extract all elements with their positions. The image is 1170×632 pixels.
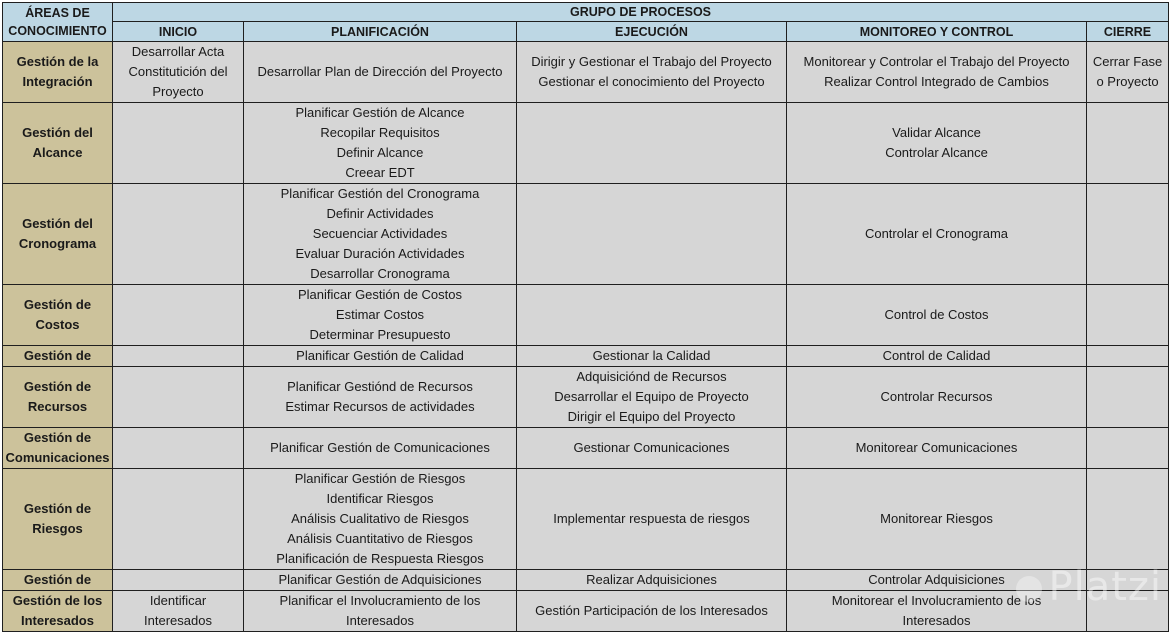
planificacion-cell: [244, 346, 517, 367]
process-item: Secuenciar Actividades: [312, 226, 448, 241]
area-cell: [3, 184, 113, 285]
inicio-cell: [113, 285, 244, 346]
process-item: Monitorear Riesgos: [880, 511, 993, 526]
process-item: Estimar Recursos de actividades: [285, 399, 475, 414]
process-item: Planificar Gestión de Adquisiciones: [278, 572, 482, 587]
area-cell: [3, 103, 113, 184]
table-row: [3, 346, 1169, 367]
process-item: Desarrollar Acta: [131, 44, 225, 59]
area-label: Recursos: [27, 399, 88, 414]
process-groups-table: [2, 2, 1169, 632]
ejecucion-cell: [517, 346, 787, 367]
area-label: Costos: [35, 317, 80, 332]
cierre-cell: [1087, 469, 1169, 570]
process-item: Gestionar la Calidad: [592, 348, 711, 363]
area-label: Gestión del: [22, 125, 93, 140]
column-header-ejecucion: EJECUCIÓN: [517, 22, 787, 42]
process-item: Planificación de Respuesta Riesgos: [276, 551, 484, 566]
areas-header: ÁREAS DE CONOCIMIENTO: [3, 3, 113, 42]
table-row: [3, 428, 1169, 469]
area-label: Gestión de: [23, 430, 92, 445]
area-label: Cronograma: [18, 236, 97, 251]
inicio-cell: [113, 367, 244, 428]
area-label: Gestión de la: [16, 54, 99, 69]
cierre-cell: [1087, 285, 1169, 346]
inicio-cell: [113, 428, 244, 469]
cierre-cell: [1087, 346, 1169, 367]
process-item: Planificar Gestión de Comunicaciones: [270, 440, 490, 455]
ejecucion-cell: [517, 42, 787, 103]
process-item: Planificar Gestión de Costos: [297, 287, 463, 302]
process-item: Dirigir y Gestionar el Trabajo del Proyecto: [531, 54, 772, 69]
process-item: Identificar Riesgos: [326, 491, 434, 506]
area-label: Gestión de: [23, 348, 92, 363]
process-item: Recopilar Requisitos: [320, 125, 440, 140]
process-item: Desarrollar Cronograma: [310, 266, 450, 281]
ejecucion-cell: [517, 428, 787, 469]
area-label: Gestión de: [23, 379, 92, 394]
process-item: Planificar el Involucramiento de los: [279, 593, 481, 608]
process-item: Adquisiciónd de Recursos: [576, 369, 727, 384]
monitoreo-cell: [787, 42, 1087, 103]
monitoreo-cell: [787, 184, 1087, 285]
cierre-cell: [1087, 103, 1169, 184]
ejecucion-cell: [517, 469, 787, 570]
column-header-monitoreo: MONITOREO Y CONTROL: [787, 22, 1087, 42]
monitoreo-cell: [787, 346, 1087, 367]
process-item: Planificar Gestión de Alcance: [295, 105, 465, 120]
table-row: [3, 285, 1169, 346]
header-row-1: [3, 3, 1169, 22]
process-item: Desarrollar el Equipo de Proyecto: [554, 389, 749, 404]
process-item: o Proyecto: [1096, 74, 1159, 89]
area-label: Gestión de: [23, 572, 92, 587]
area-cell: [3, 42, 113, 103]
process-item: Controlar Recursos: [880, 389, 993, 404]
area-cell: [3, 428, 113, 469]
planificacion-cell: [244, 184, 517, 285]
area-label: Alcance: [32, 145, 83, 160]
inicio-cell: [113, 469, 244, 570]
area-cell: [3, 469, 113, 570]
process-item: Implementar respuesta de riesgos: [553, 511, 750, 526]
monitoreo-cell: [787, 367, 1087, 428]
process-item: Creear EDT: [345, 165, 415, 180]
area-cell: [3, 570, 113, 591]
area-label: Integración: [22, 74, 93, 89]
ejecucion-cell: [517, 285, 787, 346]
planificacion-cell: [244, 367, 517, 428]
process-item: Cerrar Fase: [1092, 54, 1163, 69]
area-label: Gestión de: [23, 501, 92, 516]
area-label: Gestión de: [23, 297, 92, 312]
inicio-cell: [113, 103, 244, 184]
area-label: Interesados: [21, 613, 94, 628]
ejecucion-cell: [517, 591, 787, 632]
process-item: Estimar Costos: [335, 307, 425, 322]
process-item: Controlar Adquisiciones: [868, 572, 1005, 587]
process-item: Planificar Gestiónd de Recursos: [287, 379, 473, 394]
planificacion-cell: [244, 285, 517, 346]
inicio-cell: [113, 346, 244, 367]
process-item: Controlar Alcance: [885, 145, 988, 160]
process-item: Monitorear el Involucramiento de los: [831, 593, 1042, 608]
process-item: Planificar Gestión de Calidad: [296, 348, 464, 363]
process-item: Gestión Participación de los Interesados: [535, 603, 768, 618]
process-item: Definir Alcance: [336, 145, 424, 160]
inicio-cell: [113, 42, 244, 103]
area-label: Gestión de los: [12, 593, 103, 608]
process-item: Planificar Gestión de Riesgos: [294, 471, 466, 486]
area-cell: [3, 285, 113, 346]
process-item: Identificar: [149, 593, 207, 608]
process-item: Evaluar Duración Actividades: [295, 246, 465, 261]
planificacion-cell: [244, 570, 517, 591]
process-item: Control de Costos: [884, 307, 989, 322]
area-label: Gestión del: [22, 216, 93, 231]
process-item: Monitorear y Controlar el Trabajo del Proyecto: [803, 54, 1070, 69]
process-item: Interesados: [144, 613, 212, 628]
process-item: Controlar el Cronograma: [864, 226, 1009, 241]
area-label: Comunicaciones: [5, 450, 110, 465]
ejecucion-cell: [517, 103, 787, 184]
table-row: [3, 570, 1169, 591]
process-item: Desarrollar Plan de Dirección del Proyecto: [257, 64, 503, 79]
inicio-cell: [113, 184, 244, 285]
process-item: Validar Alcance: [892, 125, 981, 140]
table-row: [3, 184, 1169, 285]
platzi-watermark: Platzi: [1016, 564, 1162, 610]
process-item: Análisis Cuantitativo de Riesgos: [287, 531, 473, 546]
table-row: [3, 591, 1169, 632]
ejecucion-cell: [517, 570, 787, 591]
area-cell: [3, 346, 113, 367]
process-item: Interesados: [346, 613, 414, 628]
inicio-cell: [113, 570, 244, 591]
header-row-2: [3, 22, 1169, 42]
monitoreo-cell: [787, 428, 1087, 469]
table-row: [3, 42, 1169, 103]
column-header-cierre: CIERRE: [1087, 22, 1169, 42]
ejecucion-cell: [517, 367, 787, 428]
planificacion-cell: [244, 591, 517, 632]
inicio-cell: [113, 591, 244, 632]
cierre-cell: [1087, 42, 1169, 103]
area-label: Riesgos: [32, 521, 83, 536]
monitoreo-cell: [787, 285, 1087, 346]
process-item: Determinar Presupuesto: [309, 327, 451, 342]
cierre-cell: [1087, 428, 1169, 469]
table-row: [3, 469, 1169, 570]
table-row: [3, 367, 1169, 428]
cierre-cell: [1087, 367, 1169, 428]
area-cell: [3, 367, 113, 428]
cierre-cell: [1087, 184, 1169, 285]
planificacion-cell: [244, 103, 517, 184]
column-header-inicio: INICIO: [113, 22, 244, 42]
planificacion-cell: [244, 42, 517, 103]
ejecucion-cell: [517, 184, 787, 285]
process-item: Interesados: [902, 613, 971, 628]
process-item: Gestionar Comunicaciones: [573, 440, 730, 455]
process-item: Constitutición del: [128, 64, 228, 79]
platzi-logo-icon: [1016, 576, 1042, 602]
column-header-planificacion: PLANIFICACIÓN: [244, 22, 517, 42]
process-item: Definir Actividades: [326, 206, 434, 221]
process-item: Control de Calidad: [882, 348, 991, 363]
table-row: [3, 103, 1169, 184]
process-item: Proyecto: [152, 84, 204, 99]
process-item: Monitorear Comunicaciones: [855, 440, 1018, 455]
area-cell: [3, 591, 113, 632]
monitoreo-cell: [787, 469, 1087, 570]
process-group-header: GRUPO DE PROCESOS: [113, 3, 1169, 22]
process-item: Realizar Adquisiciones: [586, 572, 717, 587]
planificacion-cell: [244, 469, 517, 570]
monitoreo-cell: [787, 103, 1087, 184]
planificacion-cell: [244, 428, 517, 469]
process-item: Gestionar el conocimiento del Proyecto: [538, 74, 765, 89]
process-item: Planificar Gestión del Cronograma: [280, 186, 480, 201]
process-item: Dirigir el Equipo del Proyecto: [567, 409, 736, 424]
process-item: Análisis Cualitativo de Riesgos: [291, 511, 469, 526]
process-item: Realizar Control Integrado de Cambios: [824, 74, 1049, 89]
